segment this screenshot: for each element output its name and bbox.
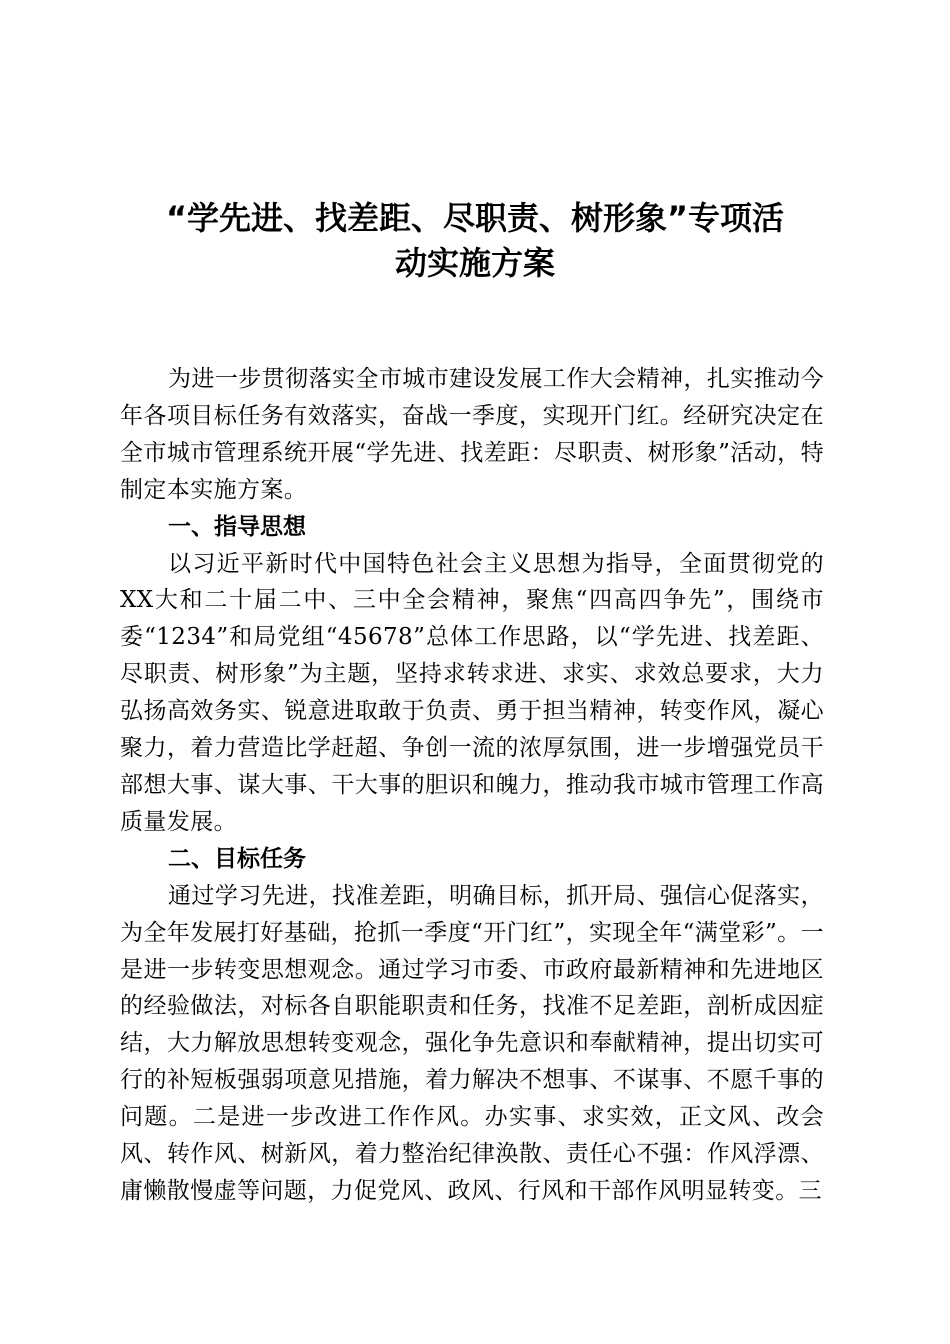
guiding-ideology-paragraph: 以习近平新时代中国特色社会主义思想为指导，全面贯彻党的XX大和二十届二中、三中全会精神，聚焦“四高四争先”，围绕市委“1234”和局党组“45678”总体工作思路，以“学先进、找差距、尽职责、树形象”为主题，坚持求转求进、求实、求效总要求，大力弘扬高效务实、锐意进取敢于负责、勇于担当精神，转变作风，凝心聚力，着力营造比学赶超、争创一流的浓厚氛围，进一步增强党员干部想大事、谋大事、干大事的胆识和魄力，推动我市城市管理工作高质量发展。 <box>120 550 824 835</box>
goals-tasks-paragraph: 通过学习先进，找准差距，明确目标，抓开局、强信心促落实，为全年发展打好基础，抢抓一季度“开门红”，实现全年“满堂彩”。一是进一步转变思想观念。通过学习市委、市政府最新精神和先进地区的经验做法，对标各自职能职责和任务，找准不足差距，剖析成因症结，大力解放思想转变观念，强化争先意识和奉献精神，提出切实可行的补短板强弱项意见措施，着力解决不想事、不谋事、不愿千事的问题。二是进一步改进工作作风。办实事、求实效，正文风、改会风、转作风、树新风，着力整治纪律涣散、责任心不强：作风浮漂、庸懒散慢虚等问题，力促党风、政风、行风和干部作风明显转变。三 <box>120 882 824 1204</box>
document-body <box>120 361 824 1210</box>
section-heading-goals-tasks: 二、目标任务 <box>168 845 306 872</box>
document-title-line-1: “学先进、找差距、尽职责、树形象”专项活 <box>165 199 785 237</box>
document-title-line-2: 动实施方案 <box>394 244 555 282</box>
intro-paragraph: 为进一步贯彻落实全市城市建设发展工作大会精神，扎实推动今年各项目标任务有效落实，奋战一季度，实现开门红。经研究决定在全市城市管理系统开展“学先进、找差距：尽职责、树形象”活动，特制定本实施方案。 <box>120 366 824 503</box>
section-heading-guiding-ideology: 一、指导思想 <box>168 513 306 540</box>
